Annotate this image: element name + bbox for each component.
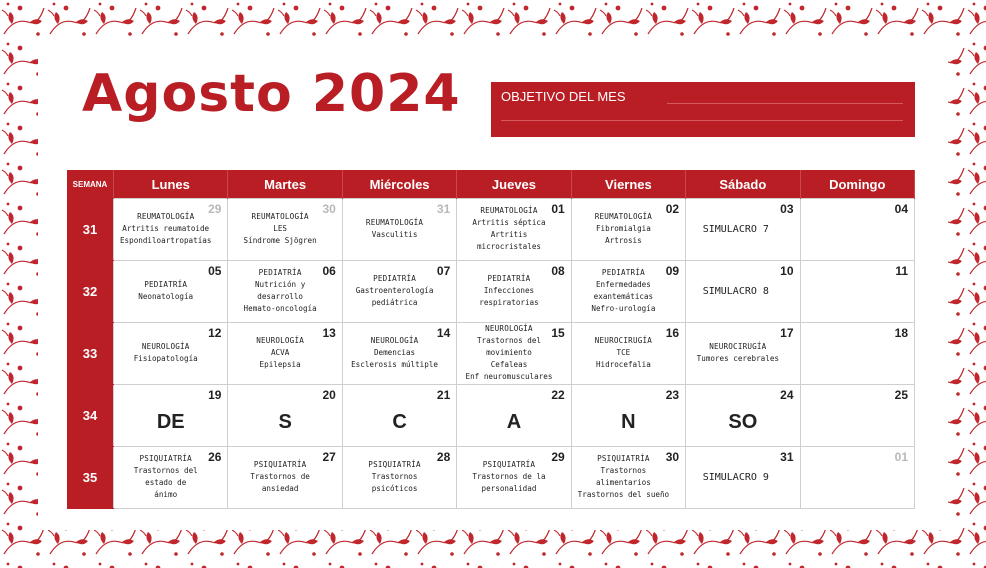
specialty-label: PSIQUIATRÍA bbox=[139, 454, 192, 463]
day-number: 26 bbox=[208, 449, 222, 464]
topic-label: Trastornos del sueño bbox=[577, 490, 670, 499]
topic-block bbox=[114, 279, 227, 303]
mock-exam-label: SIMULACRO 7 bbox=[702, 223, 769, 235]
week-row bbox=[67, 446, 915, 508]
week-number: 35 bbox=[67, 446, 114, 508]
topic-block bbox=[572, 335, 685, 371]
day-header: Lunes bbox=[114, 170, 228, 199]
topic-label: Cefaleas bbox=[490, 360, 528, 369]
day-cell[interactable] bbox=[228, 384, 342, 446]
day-cell[interactable] bbox=[457, 322, 571, 384]
day-number: 31 bbox=[780, 449, 794, 464]
topic-block bbox=[686, 341, 799, 365]
topic-label: Trastornos del estado de bbox=[133, 466, 198, 487]
topic-label: exantemáticas bbox=[593, 292, 654, 301]
day-number: 28 bbox=[436, 449, 451, 464]
topic-label: ánimo bbox=[154, 490, 178, 499]
topic-label: Hemato-oncología bbox=[243, 304, 317, 313]
day-header: Domingo bbox=[800, 170, 914, 199]
day-cell[interactable] bbox=[686, 322, 800, 384]
day-cell[interactable] bbox=[114, 446, 228, 508]
specialty-label: PSIQUIATRÍA bbox=[597, 454, 650, 463]
specialty-label: REUMATOLOGÍA bbox=[137, 212, 195, 222]
topic-label: Fibromialgia bbox=[595, 224, 651, 234]
topic-label: Artritis reumatoide bbox=[122, 224, 210, 234]
rest-letters: DE bbox=[156, 410, 185, 433]
day-cell[interactable] bbox=[457, 384, 571, 446]
day-number: 15 bbox=[551, 325, 565, 340]
topic-block bbox=[114, 211, 227, 247]
day-number: 30 bbox=[322, 202, 336, 216]
specialty-label: PSIQUIATRÍA bbox=[368, 460, 421, 469]
specialty-label: REUMATOLOGÍA bbox=[480, 206, 538, 216]
day-number: 30 bbox=[665, 449, 680, 464]
day-cell[interactable] bbox=[571, 322, 685, 384]
topic-block bbox=[572, 211, 685, 247]
topic-label: Trastornos de ansiedad bbox=[250, 472, 310, 493]
topic-block bbox=[343, 217, 456, 241]
day-number: 21 bbox=[436, 387, 451, 402]
day-number: 04 bbox=[894, 202, 908, 216]
specialty-label: PEDIATRÍA bbox=[144, 280, 188, 289]
topic-label: Nefro-urología bbox=[591, 304, 656, 313]
week-column-header: SEMANA bbox=[67, 170, 114, 199]
mock-exam-label: SIMULACRO 8 bbox=[702, 285, 769, 297]
day-number: 01 bbox=[894, 449, 908, 464]
rest-letters: SO bbox=[728, 410, 758, 433]
topic-label: LES bbox=[273, 224, 287, 234]
day-cell[interactable] bbox=[228, 199, 342, 261]
day-cell[interactable] bbox=[114, 322, 228, 384]
day-cell[interactable] bbox=[228, 322, 342, 384]
day-header: Viernes bbox=[571, 170, 685, 199]
day-cell[interactable] bbox=[571, 199, 685, 261]
specialty-label: PEDIATRÍA bbox=[601, 268, 645, 277]
day-number: 12 bbox=[208, 325, 222, 340]
day-number: 18 bbox=[894, 325, 908, 340]
day-cell[interactable] bbox=[686, 446, 800, 508]
day-number: 13 bbox=[322, 325, 336, 340]
day-number: 25 bbox=[894, 387, 908, 402]
day-number: 11 bbox=[895, 263, 908, 278]
specialty-label: REUMATOLOGÍA bbox=[594, 212, 653, 222]
week-number: 34 bbox=[67, 384, 114, 446]
day-header-row bbox=[67, 170, 915, 199]
topic-label: TCE bbox=[616, 348, 631, 357]
day-cell[interactable] bbox=[342, 322, 456, 384]
topic-label: Gastroenterología bbox=[355, 286, 434, 295]
specialty-label: PEDIATRÍA bbox=[373, 274, 417, 283]
topic-label: Trastornos del movimiento bbox=[476, 336, 541, 357]
month-goal-label: OBJETIVO DEL MES bbox=[501, 89, 626, 104]
topic-label: Tumores cerebrales bbox=[696, 354, 779, 363]
topic-label: Síndrome Sjögren bbox=[243, 236, 317, 246]
rest-letters: A bbox=[506, 410, 522, 433]
topic-label: Infecciones respiratorias bbox=[479, 286, 539, 307]
day-number: 31 bbox=[436, 202, 451, 216]
day-cell[interactable] bbox=[342, 446, 456, 508]
day-number: 14 bbox=[436, 325, 451, 340]
day-cell[interactable] bbox=[571, 446, 685, 508]
goal-line bbox=[667, 103, 903, 104]
day-number: 27 bbox=[322, 449, 336, 464]
topic-label: pediátrica bbox=[371, 298, 418, 307]
rest-letters: S bbox=[278, 410, 292, 433]
calendar-body bbox=[67, 199, 915, 509]
specialty-label: PEDIATRÍA bbox=[487, 274, 531, 283]
specialty-label: PSIQUIATRÍA bbox=[482, 460, 536, 469]
mock-exam-label: SIMULACRO 9 bbox=[702, 471, 769, 483]
day-cell[interactable] bbox=[457, 199, 571, 261]
day-cell[interactable] bbox=[457, 446, 571, 508]
day-cell[interactable] bbox=[571, 384, 685, 446]
day-number: 03 bbox=[780, 202, 794, 216]
topic-block bbox=[228, 459, 341, 495]
day-header: Martes bbox=[228, 170, 342, 199]
week-row bbox=[67, 322, 915, 384]
day-cell[interactable] bbox=[686, 384, 800, 446]
day-number: 07 bbox=[436, 263, 451, 278]
day-header: Jueves bbox=[457, 170, 571, 199]
day-header: Miércoles bbox=[342, 170, 456, 199]
month-title: Agosto 2024 bbox=[82, 64, 461, 124]
day-cell[interactable] bbox=[571, 260, 685, 322]
topic-block bbox=[343, 335, 456, 371]
day-number: 29 bbox=[551, 449, 565, 464]
topic-label: Enf neuromusculares bbox=[465, 372, 553, 381]
topic-label: Fisiopatología bbox=[133, 354, 198, 363]
day-number: 29 bbox=[208, 202, 222, 216]
day-cell[interactable] bbox=[686, 260, 800, 322]
day-cell[interactable] bbox=[342, 199, 456, 261]
topic-block bbox=[457, 459, 570, 495]
specialty-label: NEUROLOGÍA bbox=[141, 342, 190, 351]
day-cell[interactable] bbox=[800, 199, 914, 261]
specialty-label: REUMATOLOGÍA bbox=[251, 212, 309, 222]
topic-block bbox=[343, 273, 456, 309]
day-number: 19 bbox=[208, 387, 222, 402]
specialty-label: NEUROLOGÍA bbox=[485, 324, 533, 333]
day-header: Sábado bbox=[686, 170, 800, 199]
topic-label: Hidrocefalia bbox=[595, 360, 651, 369]
topic-label: Artritis microcristales bbox=[476, 230, 541, 252]
day-cell[interactable] bbox=[342, 384, 456, 446]
topic-block bbox=[114, 341, 227, 365]
topic-label: Epilepsia bbox=[259, 360, 301, 369]
topic-label: Neonatología bbox=[138, 292, 194, 301]
topic-label: Artrosis bbox=[605, 236, 642, 246]
day-number: 09 bbox=[665, 263, 680, 278]
specialty-label: NEUROCIRUGÍA bbox=[709, 342, 767, 351]
day-cell[interactable] bbox=[228, 446, 342, 508]
day-number: 24 bbox=[780, 387, 794, 402]
topic-block bbox=[457, 273, 570, 309]
week-row bbox=[67, 260, 915, 322]
day-number: 23 bbox=[665, 387, 680, 402]
topic-label: Trastornos alimentarios bbox=[595, 466, 651, 487]
topic-label: Espondiloartropatías bbox=[119, 236, 212, 246]
week-row bbox=[67, 199, 915, 261]
day-cell[interactable] bbox=[342, 260, 456, 322]
topic-label: ACVA bbox=[270, 348, 290, 357]
topic-block bbox=[343, 459, 456, 495]
topic-label: personalidad bbox=[481, 484, 537, 493]
specialty-label: PEDIATRÍA bbox=[258, 268, 302, 277]
day-cell[interactable] bbox=[800, 446, 914, 508]
week-number: 33 bbox=[67, 322, 114, 384]
topic-label: Nutrición y desarrollo bbox=[254, 280, 306, 301]
day-number: 22 bbox=[551, 387, 565, 402]
day-number: 17 bbox=[780, 325, 794, 340]
week-number: 32 bbox=[67, 260, 114, 322]
topic-label: Trastornos psicóticos bbox=[371, 472, 418, 493]
specialty-label: NEUROLOGÍA bbox=[370, 336, 419, 345]
week-row bbox=[67, 384, 915, 446]
topic-block bbox=[228, 335, 341, 371]
day-cell[interactable] bbox=[114, 260, 228, 322]
topic-label: Enfermedades bbox=[595, 280, 651, 289]
calendar-table bbox=[67, 170, 915, 509]
topic-label: Trastornos de la bbox=[472, 472, 546, 481]
day-cell[interactable] bbox=[686, 199, 800, 261]
rest-letters: C bbox=[392, 410, 407, 433]
day-cell[interactable] bbox=[228, 260, 342, 322]
specialty-label: PSIQUIATRÍA bbox=[253, 460, 307, 469]
day-number: 20 bbox=[322, 387, 336, 402]
day-number: 02 bbox=[665, 202, 680, 216]
day-number: 01 bbox=[551, 202, 565, 216]
specialty-label: NEUROCIRUGÍA bbox=[594, 336, 653, 345]
day-number: 08 bbox=[551, 263, 565, 278]
day-cell[interactable] bbox=[114, 384, 228, 446]
topic-block bbox=[228, 211, 341, 247]
day-cell[interactable] bbox=[457, 260, 571, 322]
goal-line bbox=[501, 120, 903, 121]
specialty-label: NEUROLOGÍA bbox=[256, 336, 304, 345]
day-number: 10 bbox=[780, 263, 794, 278]
day-cell[interactable] bbox=[114, 199, 228, 261]
week-number: 31 bbox=[67, 199, 114, 261]
rest-letters: N bbox=[621, 410, 636, 433]
topic-label: Demencias bbox=[373, 348, 416, 357]
day-cell[interactable] bbox=[800, 260, 914, 322]
day-number: 05 bbox=[208, 263, 222, 278]
month-goal-box[interactable] bbox=[491, 82, 915, 137]
specialty-label: REUMATOLOGÍA bbox=[365, 218, 424, 228]
day-cell[interactable] bbox=[800, 322, 914, 384]
topic-label: Artritis séptica bbox=[472, 218, 546, 228]
day-number: 16 bbox=[665, 325, 680, 340]
day-number: 06 bbox=[322, 263, 336, 278]
topic-label: Vasculitis bbox=[371, 230, 418, 240]
topic-label: Esclerosis múltiple bbox=[351, 360, 438, 369]
day-cell[interactable] bbox=[800, 384, 914, 446]
